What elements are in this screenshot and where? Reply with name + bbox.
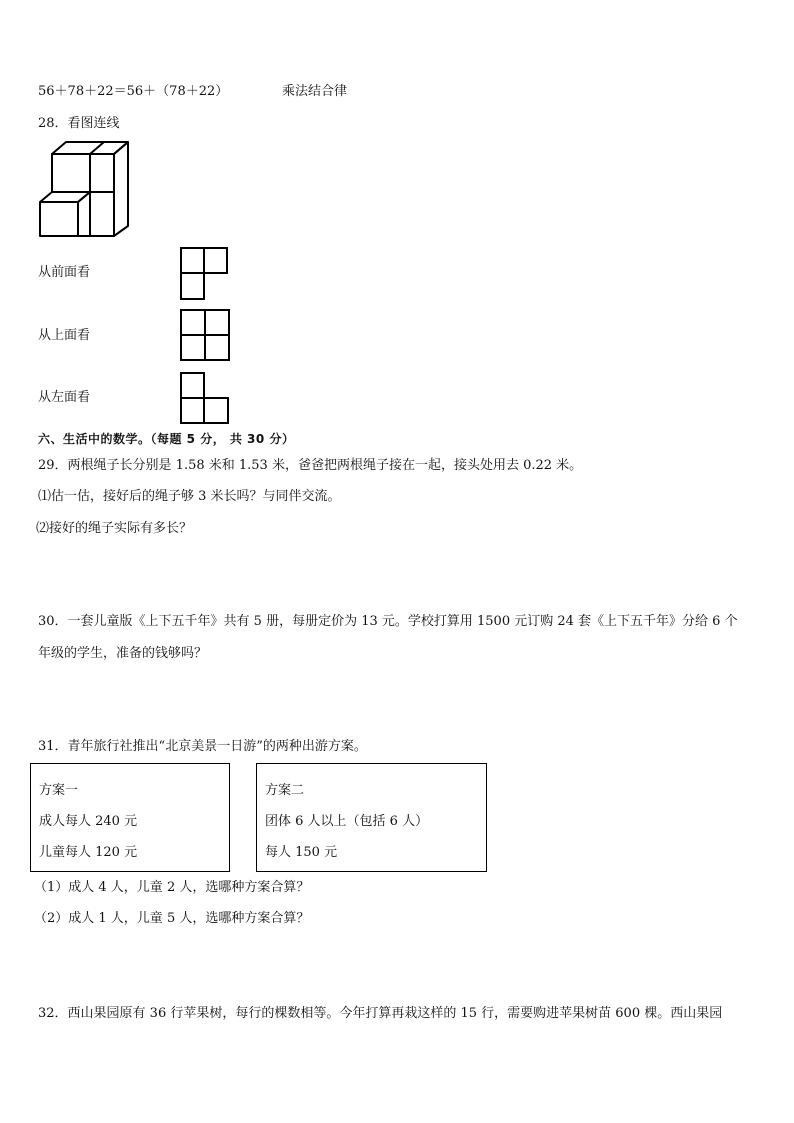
law-text: 乘法结合律 [282, 84, 348, 99]
top-view-figure [180, 309, 232, 363]
view-label-front: 从前面看 [38, 265, 91, 280]
q29-part2: ⑵接好的绳子实际有多长？ [36, 521, 193, 536]
view-label-top: 从上面看 [38, 328, 91, 343]
q32-line1: 32．西山果园原有 36 行苹果树，每行的棵数相等。今年打算再栽这样的 15 行，需要购进苹果树苗 600 棵。西山果园 [38, 1006, 723, 1021]
plan2-line1: 团体 6 人以上（包括 6 人） [265, 814, 429, 829]
view-label-left: 从左面看 [38, 390, 91, 405]
q29-part1: ⑴估一估，接好后的绳子够 3 米长吗？与同伴交流。 [38, 489, 341, 504]
plan1-box [30, 763, 230, 872]
q30-line1: 30．一套儿童版《上下五千年》共有 5 册，每册定价为 13 元。学校打算用 1500 元订购 24 套《上下五千年》分给 6 个 [38, 614, 738, 629]
q30-line2: 年级的学生，准备的钱够吗？ [38, 646, 208, 661]
q28-title: 28．看图连线 [38, 116, 120, 131]
plan2-line2: 每人 150 元 [265, 845, 338, 860]
plan1-line1: 成人每人 240 元 [39, 814, 138, 829]
q31-stem: 31．青年旅行社推出“北京美景一日游”的两种出游方案。 [38, 739, 367, 754]
plan2-title: 方案二 [265, 783, 305, 798]
q31-part1: （1）成人 4 人，儿童 2 人，选哪种方案合算？ [34, 880, 310, 895]
plan2-box [256, 763, 487, 872]
plan1-line2: 儿童每人 120 元 [39, 845, 138, 860]
q31-part2: （2）成人 1 人，儿童 5 人，选哪种方案合算？ [34, 911, 310, 926]
cube-solid-figure [38, 140, 134, 240]
left-view-figure [180, 372, 232, 426]
equation-text: 56＋78＋22＝56＋（78＋22） [38, 84, 229, 99]
plan1-title: 方案一 [39, 783, 79, 798]
section-heading: 六、生活中的数学。（每题 5 分， 共 30 分） [38, 432, 295, 446]
front-view-figure [180, 247, 230, 301]
q29-stem: 29．两根绳子长分别是 1.58 米和 1.53 米，爸爸把两根绳子接在一起，接头处用去 0.22 米。 [38, 458, 583, 473]
